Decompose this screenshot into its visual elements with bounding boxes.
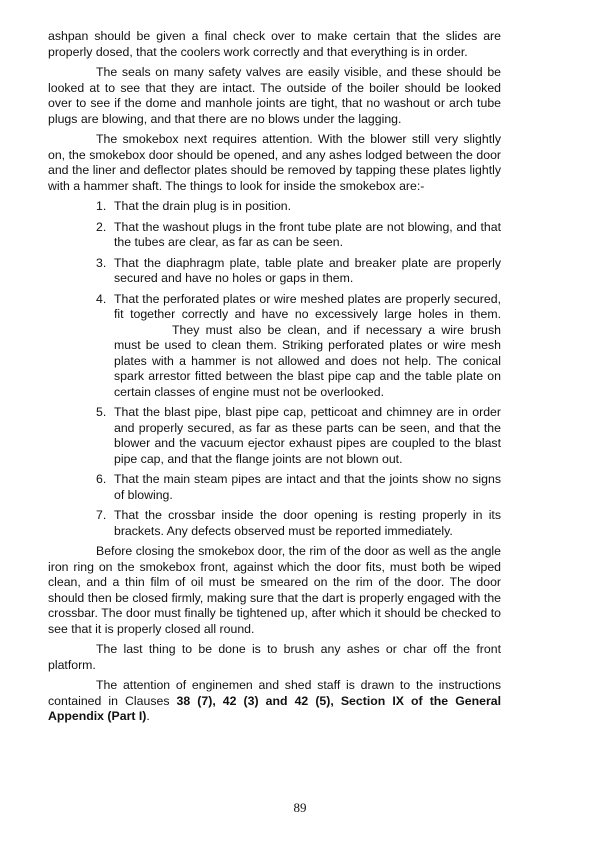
- list-item-text: That the crossbar inside the door opening is resting properly in its brackets. Any defects observed must be reported immediately.: [114, 508, 501, 538]
- paragraph-ashpan-check: ashpan should be given a final check over to make certain that the slides are properly dosed, that the coolers work correctly and that everything is in order.: [48, 29, 501, 59]
- paragraph-platform: The last thing to be done is to brush any ashes or char off the front platform.: [48, 642, 501, 672]
- paragraph-smokebox-intro: The smokebox next requires attention. With the blower still very slightly on, the smokebox door should be opened, and any ashes lodged between the door and the liner and deflector plates should be removed by tapping these plates lightly with a hammer shaft. The things to look for inside the smokebox are:-: [48, 132, 501, 193]
- list-item-text: That the blast pipe, blast pipe cap, petticoat and chimney are in order and properly secured, as far as these parts can be seen, and that the blower and the vacuum ejector exhaust pipes are coupled to the blast pipe cap, and that the flange joints are not blown out.: [114, 405, 501, 466]
- list-item: [96, 256, 501, 287]
- list-item-text: [114, 292, 501, 401]
- list-item-number: 2.: [96, 219, 107, 234]
- list-item-text: That the washout plugs in the front tube plate are not blowing, and that the tubes are clear, as far as can be seen.: [114, 219, 501, 249]
- smokebox-checklist: [96, 199, 501, 539]
- list-item-number: 4.: [96, 291, 107, 306]
- list-item-number: 5.: [96, 405, 107, 419]
- list-item-text: That the main steam pipes are intact and that the joints show no signs of blowing.: [114, 472, 501, 502]
- clause-reference: 38 (7), 42 (3) and 42 (5), Section IX of the General Appendix (Part I): [48, 693, 502, 723]
- list-item-number: 7.: [96, 508, 107, 522]
- list-item: [96, 292, 501, 401]
- list-item: [96, 199, 501, 215]
- list-item: [96, 405, 501, 467]
- list-item-text-part-b: They must also be clean, and if necessary a wire brush must be used to clean them. Striking perforated plates or wire mesh plates with a hammer is not allowed and does not help. The conical spark arrestor fitted between the blast pipe cap and the table plate on certain classes of engine must not be overlooked.: [114, 322, 501, 399]
- instructions-end: .: [146, 709, 150, 723]
- paragraph-safety-valves: The seals on many safety valves are easily visible, and these should be looked at to see that they are intact. The outside of the boiler should be looked over to see if the dome and manhole joints are tight, that no washout or arch tube plugs are blowing, and that there are no blows under the lagging.: [48, 65, 501, 126]
- list-item-number: 1.: [96, 199, 107, 213]
- list-item-number: 3.: [96, 255, 107, 270]
- paragraph-closing-door: Before closing the smokebox door, the rim of the door as well as the angle iron ring on the smokebox front, against which the door fits, must both be wiped clean, and a thin film of oil must be smeared on the rim of the door. The door should then be closed firmly, making sure that the dart is properly engaged with the crossbar. The door must finally be tightened up, after which it should be checked to see that it is properly closed all round.: [48, 544, 501, 636]
- list-item: [96, 472, 501, 503]
- list-item-text: That the drain plug is in position.: [114, 199, 292, 213]
- page-number: 89: [293, 800, 307, 815]
- list-item-number: 6.: [96, 472, 107, 486]
- list-item-text-part-a: That the perforated plates or wire meshed plates are properly secured, fit together correctly and have no excessively large holes in them.: [114, 291, 501, 321]
- list-item-text: That the diaphragm plate, table plate and breaker plate are properly secured and have no holes or gaps in them.: [114, 255, 501, 285]
- paragraph-instructions: [48, 678, 501, 725]
- instructions-text: The attention of enginemen and shed staff is drawn to the instructions contained in Clauses: [48, 678, 501, 708]
- list-item: [96, 220, 501, 251]
- page-body: [48, 29, 501, 730]
- list-item: [96, 508, 501, 539]
